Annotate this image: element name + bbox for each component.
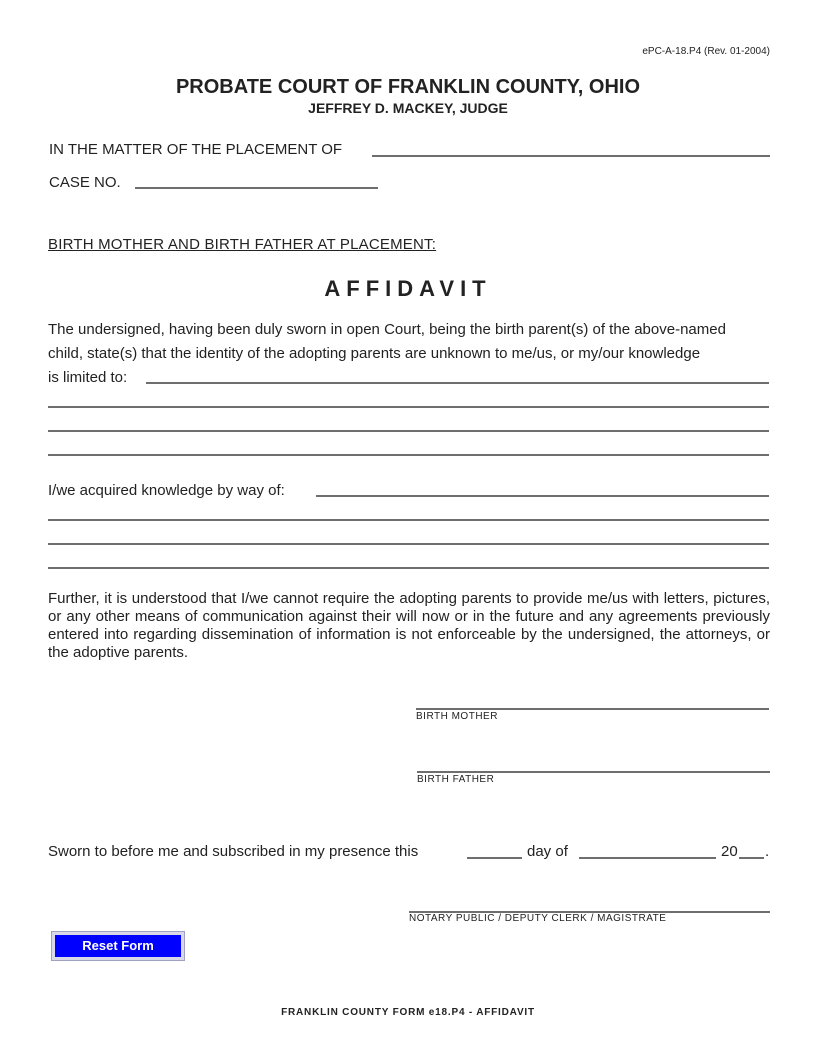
- matter-input[interactable]: [374, 138, 768, 154]
- judge-name: JEFFREY D. MACKEY, JUDGE: [308, 100, 508, 116]
- day-input[interactable]: [467, 841, 522, 857]
- reset-form-button[interactable]: Reset Form: [52, 932, 184, 960]
- month-input[interactable]: [579, 841, 716, 857]
- matter-label: IN THE MATTER OF THE PLACEMENT OF: [49, 141, 343, 158]
- day-of-label: day of: [527, 843, 568, 860]
- limited-to-underline: [146, 382, 769, 384]
- case-no-label: CASE NO.: [49, 174, 121, 191]
- form-id: ePC-A-18.P4 (Rev. 01-2004): [642, 46, 770, 57]
- case-no-input[interactable]: [137, 170, 376, 186]
- section-heading: BIRTH MOTHER AND BIRTH FATHER AT PLACEMENT:: [48, 236, 437, 253]
- limited-to-underline: [48, 406, 769, 408]
- limited-to-input-4[interactable]: [50, 437, 767, 453]
- day-underline: [467, 857, 522, 859]
- knowledge-underline: [48, 519, 769, 521]
- year-prefix: 20: [721, 843, 738, 860]
- paragraph-line: The undersigned, having been duly sworn in open Court, being the birth parent(s) of the above-named: [48, 321, 726, 338]
- birth-mother-signature-line[interactable]: [416, 708, 769, 710]
- knowledge-label: I/we acquired knowledge by way of:: [48, 482, 285, 499]
- sworn-period: .: [765, 843, 770, 860]
- understanding-paragraph: Further, it is understood that I/we cannot require the adopting parents to provide me/us with letters, pictures, or any other means of communication against their will now or in the future and any agreements previously entered into regarding dissemination of information is not enforceable by the undersigned, the attorneys, or the adoptive parents.: [48, 590, 770, 661]
- document-title: AFFIDAVIT: [324, 276, 492, 301]
- notary-label: NOTARY PUBLIC / DEPUTY CLERK / MAGISTRATE: [409, 913, 667, 924]
- sworn-prefix: Sworn to before me and subscribed in my presence this: [48, 843, 419, 860]
- limited-to-underline: [48, 430, 769, 432]
- case-no-underline: [135, 187, 378, 189]
- limited-to-underline: [48, 454, 769, 456]
- knowledge-input-3[interactable]: [50, 526, 767, 542]
- year-input[interactable]: [739, 841, 764, 857]
- birth-mother-label: BIRTH MOTHER: [416, 711, 498, 722]
- sworn-statement: [48, 843, 418, 860]
- knowledge-input-2[interactable]: [50, 502, 767, 518]
- month-underline: [579, 857, 716, 859]
- form-footer: FRANKLIN COUNTY FORM e18.P4 - AFFIDAVIT: [281, 1007, 535, 1018]
- court-name: PROBATE COURT OF FRANKLIN COUNTY, OHIO: [175, 76, 641, 98]
- birth-father-signature-line[interactable]: [417, 771, 770, 773]
- matter-underline: [372, 155, 770, 157]
- limited-to-input-1[interactable]: [148, 365, 767, 381]
- limited-to-input-3[interactable]: [50, 413, 767, 429]
- birth-father-label: BIRTH FATHER: [417, 774, 495, 785]
- year-underline: [739, 857, 764, 859]
- knowledge-underline: [316, 495, 769, 497]
- knowledge-input-1[interactable]: [318, 478, 767, 494]
- knowledge-input-4[interactable]: [50, 550, 767, 566]
- limited-to-label: is limited to:: [48, 369, 128, 386]
- paragraph-line: child, state(s) that the identity of the adopting parents are unknown to me/us, or my/our knowledge: [48, 345, 701, 362]
- knowledge-underline: [48, 567, 769, 569]
- knowledge-underline: [48, 543, 769, 545]
- limited-to-input-2[interactable]: [50, 389, 767, 405]
